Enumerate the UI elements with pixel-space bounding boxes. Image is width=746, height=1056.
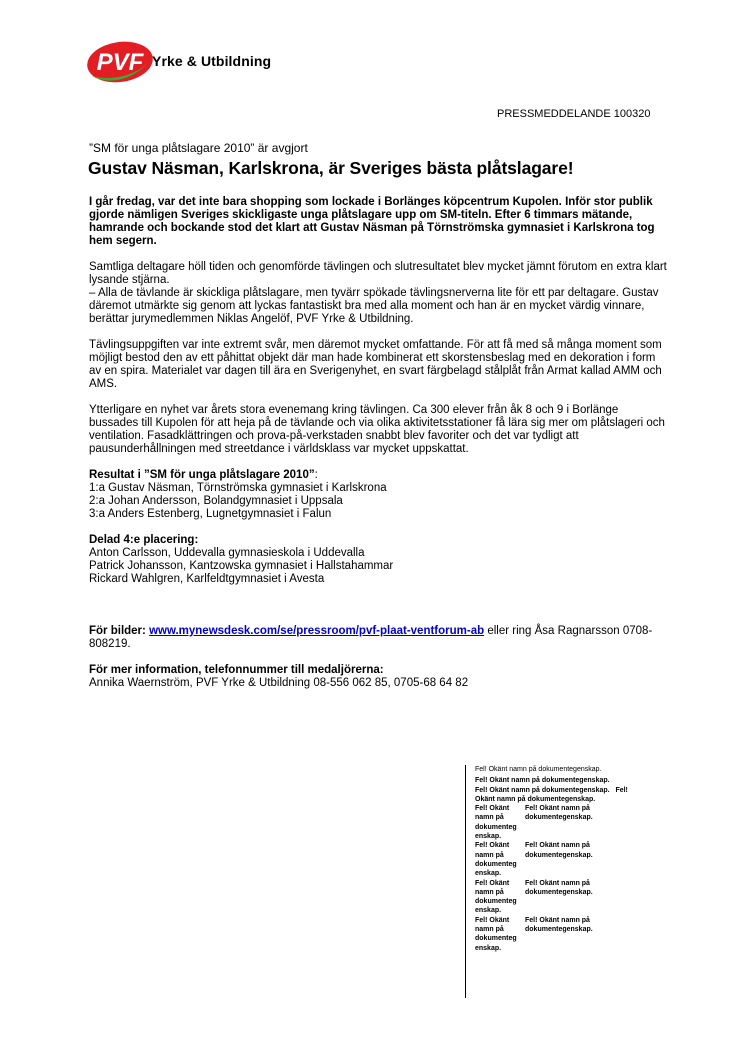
document-property-box [465, 765, 675, 998]
property-cell-right: Fel! Okänt namn på dokumentegenskap. [525, 842, 593, 859]
images-label: För bilder: [89, 625, 150, 637]
kicker: ”SM för unga plåtslagare 2010” är avgjort [89, 141, 308, 155]
logo-brand: PVF [96, 49, 144, 76]
property-row [475, 879, 675, 916]
property-cell-right: Fel! Okänt namn på dokumentegenskap. [525, 805, 593, 822]
property-line: Okänt namn på dokumentegenskap. [475, 795, 596, 803]
paragraph-1: Samtliga deltagare höll tiden och genomförde tävlingen och slutresultatet blev mycket jämnt förutom en extra klart lysande stjärna. [89, 261, 667, 286]
press-release-label: PRESSMEDDELANDE 100320 [497, 108, 651, 120]
results-heading: Resultat i ”SM för unga plåtslagare 2010” [89, 469, 315, 481]
results-section [89, 469, 669, 521]
headline: Gustav Näsman, Karlskrona, är Sveriges bästa plåtslagare! [88, 158, 574, 178]
property-cell-left: Fel! Okänt namn på dokumenteg enskap. [475, 842, 517, 878]
paragraph-4: Ytterligare en nyhet var årets stora evenemang kring tävlingen. Ca 300 elever från åk 8 och 9 i Borlänge bussades till Kupolen för att heja på de tävlande och via olika aktivitetsstationer få lära sig mer om plåtslageri och ventilation. Fasadklättringen och prova-på-verkstaden snabbt blev favoriter och det var tydligt att pausunderhållningen med streetdance i världsklass var mycket uppskattat. [89, 404, 665, 455]
property-cell-left: Fel! Okänt namn på dokumenteg enskap. [475, 879, 517, 915]
shared-section [89, 534, 669, 586]
images-paragraph [89, 625, 669, 651]
info-contact: Annika Waernström, PVF Yrke & Utbildning 08-556 062 85, 0705-68 64 82 [89, 677, 469, 689]
info-label: För mer information, telefonnummer till medaljörerna: [89, 664, 384, 676]
property-row [475, 916, 675, 953]
result-item: 3:a Anders Estenberg, Lugnetgymnasiet i Falun [89, 508, 332, 520]
logo-name: Yrke & Utbildning [152, 53, 272, 69]
property-row [475, 841, 675, 878]
paragraph-2: – Alla de tävlande är skickliga plåtslagare, men tyvärr spökade tävlingsnerverna lite för ett par deltagare. Gustav däremot utmärkte sig genom att lyckas fantastiskt bra med alla moment och han är en mycket värdig vinnare, berättar jurymedlemmen Niklas Angelöf, PVF Yrke & Utbildning. [89, 287, 659, 325]
property-cell-right: Fel! Okänt namn på dokumentegenskap. [525, 879, 593, 896]
images-rest: eller ring Åsa Ragnarsson 0708-808219. [89, 625, 653, 650]
property-cell-left: Fel! Okänt namn på dokumenteg enskap. [475, 916, 517, 952]
result-item: 2:a Johan Andersson, Bolandgymnasiet i Uppsala [89, 495, 343, 507]
lead-paragraph: I går fredag, var det inte bara shopping som lockade i Borlänges köpcentrum Kupolen. Inför stor publik gjorde nämligen Sveriges skickligaste unga plåtslagare upp om SM-titeln. Efter 6 timmars mätande, hamrande och bockande stod det klart att Gustav Näsman på Törnströmska gymnasiet i Karlskrona tog hem segern. [89, 196, 655, 247]
property-cell-right: Fel! Okänt namn på dokumentegenskap. [525, 916, 593, 934]
property-row [475, 804, 675, 841]
property-line: Fel! Okänt namn på dokumentegenskap. [475, 766, 602, 773]
result-item: 1:a Gustav Näsman, Törnströmska gymnasiet i Karlskrona [89, 482, 387, 494]
shared-heading: Delad 4:e placering: [89, 534, 199, 546]
shared-item: Patrick Johansson, Kantzowska gymnasiet i Hallstahammar [89, 560, 394, 572]
shared-item: Anton Carlsson, Uddevalla gymnasieskola i Uddevalla [89, 547, 365, 559]
article-body [89, 196, 669, 690]
results-heading-colon: : [314, 469, 318, 481]
paragraph-3: Tävlingsuppgiften var inte extremt svår, men däremot mycket omfattande. För att få med så många moment som möjligt bestod den av ett påhittat objekt där man hade kombinerat ett skorstensbeslag med en dekoration i form av en spira. Materialet var dagen till ära en Sverigenyhet, en svart färgbelagd stålplåt från Armat kallad AMM och AMS. [89, 339, 662, 390]
shared-item: Rickard Wahlgren, Karlfeldtgymnasiet i Avesta [89, 573, 325, 585]
property-cell-left: Fel! Okänt namn på dokumenteg enskap. [475, 805, 517, 841]
property-line: Fel! Okänt namn på dokumentegenskap. Fel! [475, 786, 628, 794]
pressroom-link[interactable]: www.mynewsdesk.com/se/pressroom/pvf-plaat-ventforum-ab [149, 625, 485, 637]
property-line: Fel! Okänt namn på dokumentegenskap. [475, 777, 610, 785]
